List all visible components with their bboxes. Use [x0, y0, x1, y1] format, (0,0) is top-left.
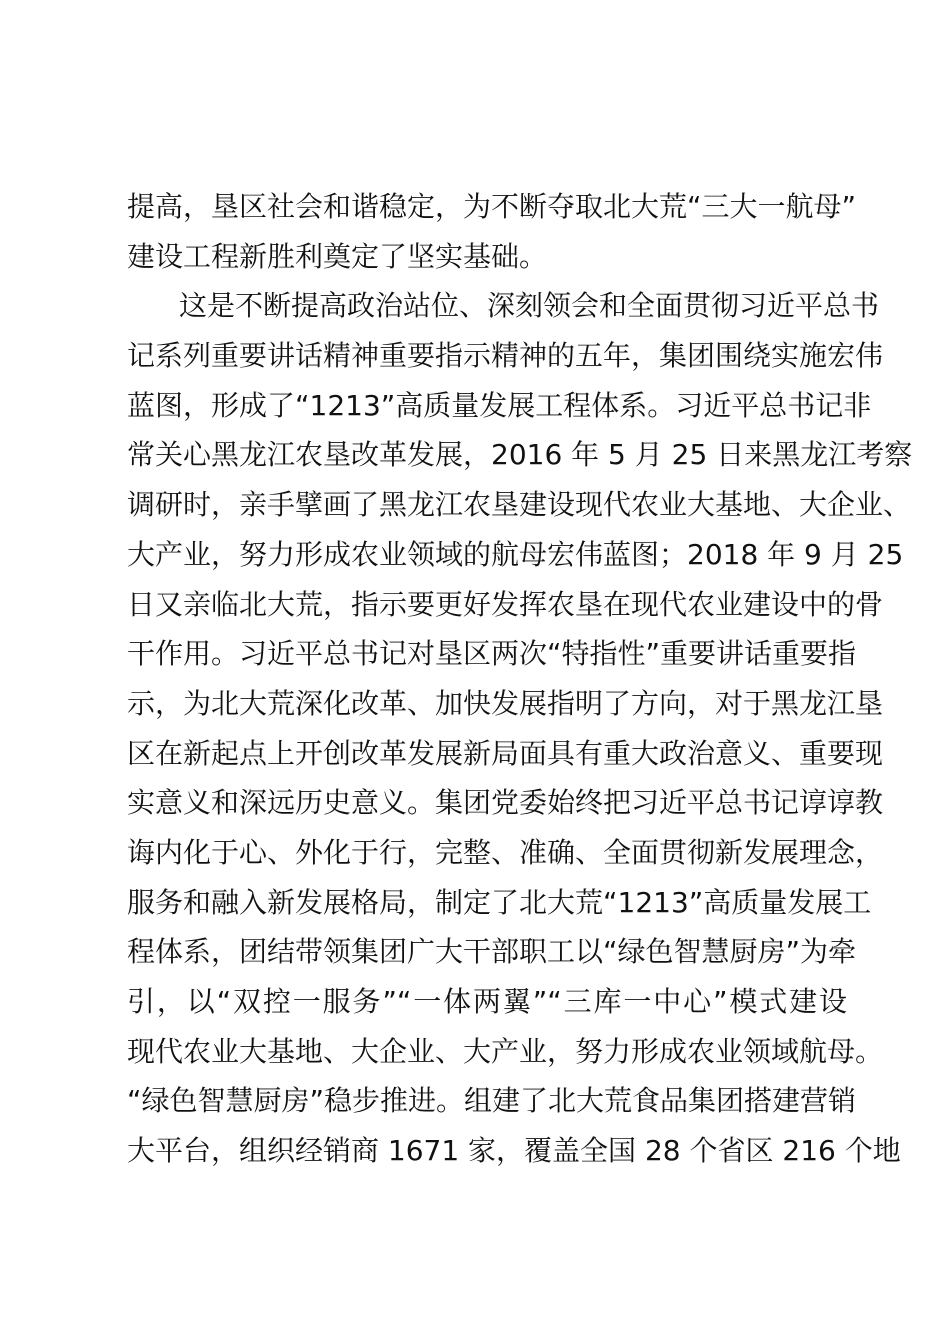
- text-line: 示，为北大荒深化改革、加快发展指明了方向，对于黑龙江垦: [127, 686, 884, 720]
- text-line: 现代农业大基地、大企业、大产业，努力形成农业领域航母。: [127, 1034, 884, 1068]
- text-line: 区在新起点上开创改革发展新局面具有重大政治意义、重要现: [127, 736, 884, 770]
- text-line: 诲内化于心、外化于行，完整、准确、全面贯彻新发展理念，: [127, 835, 884, 869]
- text-line: 常关心黑龙江农垦改革发展，2016 年 5 月 25 日来黑龙江考察: [127, 438, 913, 472]
- text-line: 服务和融入新发展格局，制定了北大荒“1213”高质量发展工: [127, 885, 872, 919]
- text-line: 干作用。习近平总书记对垦区两次“特指性”重要讲话重要指: [127, 637, 857, 671]
- text-line: 提高，垦区社会和谐稳定，为不断夺取北大荒“三大一航母”: [127, 190, 857, 223]
- text-line: 记系列重要讲话精神重要指示精神的五年，集团围绕实施宏伟: [127, 339, 884, 373]
- text-line: 日又亲临北大荒，指示要更好发挥农垦在现代农业建设中的骨: [127, 587, 884, 621]
- text-line: 大产业，努力形成农业领域的航母宏伟蓝图；2018 年 9 月 25: [127, 537, 904, 571]
- body-text: [127, 182, 913, 1176]
- text-line: 大平台，组织经销商 1671 家，覆盖全国 28 个省区 216 个地: [127, 1134, 901, 1168]
- text-line: 实意义和深远历史意义。集团党委始终把习近平总书记谆谆教: [127, 786, 884, 820]
- text-line: 调研时，亲手擘画了黑龙江农垦建设现代农业大基地、大企业、: [127, 488, 912, 522]
- text-line: 引，以“双控一服务”“一体两翼”“三库一中心”模式建设: [127, 985, 847, 1018]
- text-line: 蓝图，形成了“1213”高质量发展工程体系。习近平总书记非: [127, 388, 872, 422]
- text-line: 建设工程新胜利奠定了坚实基础。: [127, 239, 548, 273]
- text-line: 程体系，团结带领集团广大干部职工以“绿色智慧厨房”为牵: [127, 935, 857, 969]
- text-line: “绿色智慧厨房”稳步推进。组建了北大荒食品集团搭建营销: [127, 1084, 857, 1118]
- paragraph-first-line: 这是不断提高政治站位、深刻领会和全面贯彻习近平总书: [179, 289, 880, 323]
